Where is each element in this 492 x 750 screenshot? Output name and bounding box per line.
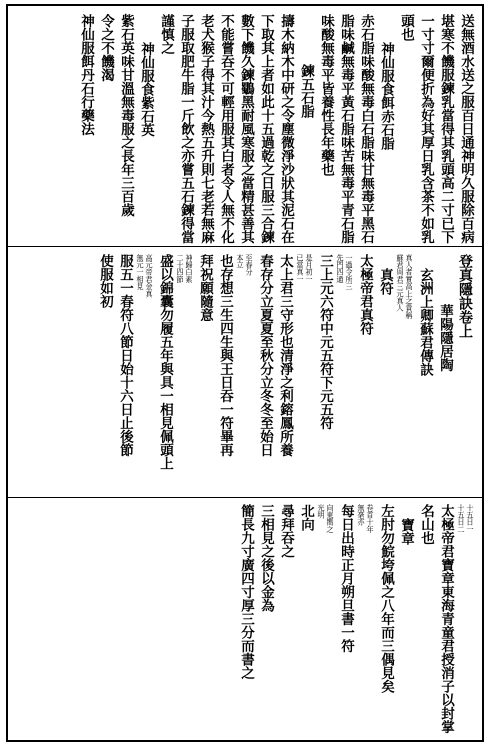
annotation-column: 卷首十年 <box>366 504 375 533</box>
text-column: 謹慎之 <box>158 14 174 55</box>
text-column: 拜祝願隨意 <box>197 254 213 322</box>
text-column: 頭也 <box>398 14 414 41</box>
text-column: 紫石英味甘溫無毒服之長年三百歲 <box>118 14 134 217</box>
text-column: 左肘勿鯇垮佩之八年而三偶見矣 <box>378 504 394 693</box>
annotation-column: 無毫亦 <box>357 504 366 526</box>
section-divider-top <box>8 246 482 247</box>
annotation-pair <box>136 254 153 490</box>
annotation-column: 無元一相見 <box>136 254 145 290</box>
text-column: 太上君三守形也清淨之利鎔鳳所養 <box>277 254 293 457</box>
text-column: 一寸寸爾便折為好其厚日乳含茶不如乳 <box>418 14 434 244</box>
text-column: 北向 <box>298 504 314 531</box>
text-column: 太極帝君寶章東海青童君授消子以封掌 <box>438 504 454 734</box>
annotation-column: 二十四節 <box>176 254 185 283</box>
text-column: 數下饑久鍊鸀黑耐風寒服之當精甚善其 <box>238 14 254 244</box>
annotation-column: 已當真一 <box>296 254 305 283</box>
text-column: 盛以錦囊勿履五年與具一相見佩頭上 <box>157 254 173 470</box>
text-column: 味酸無毒平皆養性長年藥也 <box>318 14 334 176</box>
annotation-column: 神歸白素 <box>185 254 194 283</box>
text-column: 也存想三生四生與王日吞一符畢再 <box>217 254 233 457</box>
annotation-pair <box>336 254 353 490</box>
annotation-column: 向東嚮之 <box>326 504 335 533</box>
annotation-pair <box>357 504 374 736</box>
annotation-column: 蘇君周君三元真人 <box>396 254 405 312</box>
annotation-pair <box>236 254 253 490</box>
annotation-pair <box>457 504 474 736</box>
text-column: 令之不饑渴 <box>98 14 114 82</box>
text-column: 春存分立夏夏至秋分立冬冬至始日 <box>257 254 273 457</box>
annotation-column: 高元帝君金真 <box>145 254 154 298</box>
text-column: 太極帝君真符 <box>357 254 373 335</box>
annotation-column: 真人者實高上之貴稱 <box>405 254 414 319</box>
annotation-column: 一過令所三 <box>345 254 354 290</box>
text-column: 老犬猴子得其汁今熱五升則七老若無麻 <box>198 14 214 244</box>
annotation-column: 光明 <box>317 504 326 519</box>
volume-title: 登真隱訣卷上 <box>457 254 473 338</box>
annotation-column: 先門四通 <box>336 254 345 283</box>
text-column: 三上元六符中元五符下元五符 <box>317 254 333 430</box>
text-column: 服五一春符八節日始十六日止後節 <box>117 254 133 457</box>
text-column: 使服如初 <box>97 254 113 308</box>
document-page <box>6 4 484 742</box>
text-column: 擣木納木中研之令塵微淨沙狀其泥石在 <box>278 14 294 244</box>
annotation-pair <box>296 254 313 490</box>
text-column: 子服取肥牛脂一斤飲之亦嘗五石鍊得當 <box>178 14 194 244</box>
text-column: 玄洲上卿蘇君傳訣 <box>417 268 433 376</box>
annotation-column: 本立 <box>236 254 245 269</box>
lower-text-panel <box>16 504 474 736</box>
text-column: 真符 <box>377 268 393 295</box>
text-column: 華陽隱居陶 <box>437 304 453 372</box>
annotation-column: 至春分 <box>245 254 254 276</box>
text-column: 脂味鹹無毒平黃石脂味苦無毒平青石脂 <box>338 14 354 244</box>
text-column: 鍊五石脂 <box>298 64 314 118</box>
middle-text-panel <box>16 254 474 490</box>
text-column: 送無酒水送之服百日通神明久服除百病 <box>458 14 474 244</box>
upper-text-panel <box>16 14 474 244</box>
annotation-column: 十五日一 <box>466 504 475 533</box>
section-divider-bottom <box>8 497 482 498</box>
text-column: 神仙服餌丹石行藥法 <box>78 14 94 136</box>
text-column: 下取其上者如此十五過乾之日服三合鍊 <box>258 14 274 244</box>
annotation-pair <box>396 254 413 490</box>
text-column: 神仙服食紫石英 <box>138 42 154 137</box>
annotation-pair <box>176 254 193 490</box>
text-column: 不能嘗吞不可輕用服其白者令人無不化 <box>218 14 234 244</box>
text-column: 尋拜吞之 <box>278 504 294 558</box>
text-column: 每日出時正月朔旦書一符 <box>338 504 354 653</box>
text-column: 三相見之後以金為 <box>258 504 274 612</box>
text-column: 名山也 <box>418 504 434 545</box>
annotation-pair <box>317 504 334 736</box>
annotation-column: 是月初一 <box>305 254 314 283</box>
text-column: 堪寒不饑服鍊乳當得其乳頭高二寸已下 <box>438 14 454 244</box>
annotation-column: 十五日二 <box>457 504 466 533</box>
text-column: 寶章 <box>398 518 414 545</box>
text-column: 簡長九寸廣四寸厚三分而書之 <box>238 504 254 680</box>
text-column: 神仙服食餌赤石脂 <box>378 42 394 150</box>
text-column: 赤石脂味酸無毒白石脂味甘無毒平黑石 <box>358 14 374 244</box>
